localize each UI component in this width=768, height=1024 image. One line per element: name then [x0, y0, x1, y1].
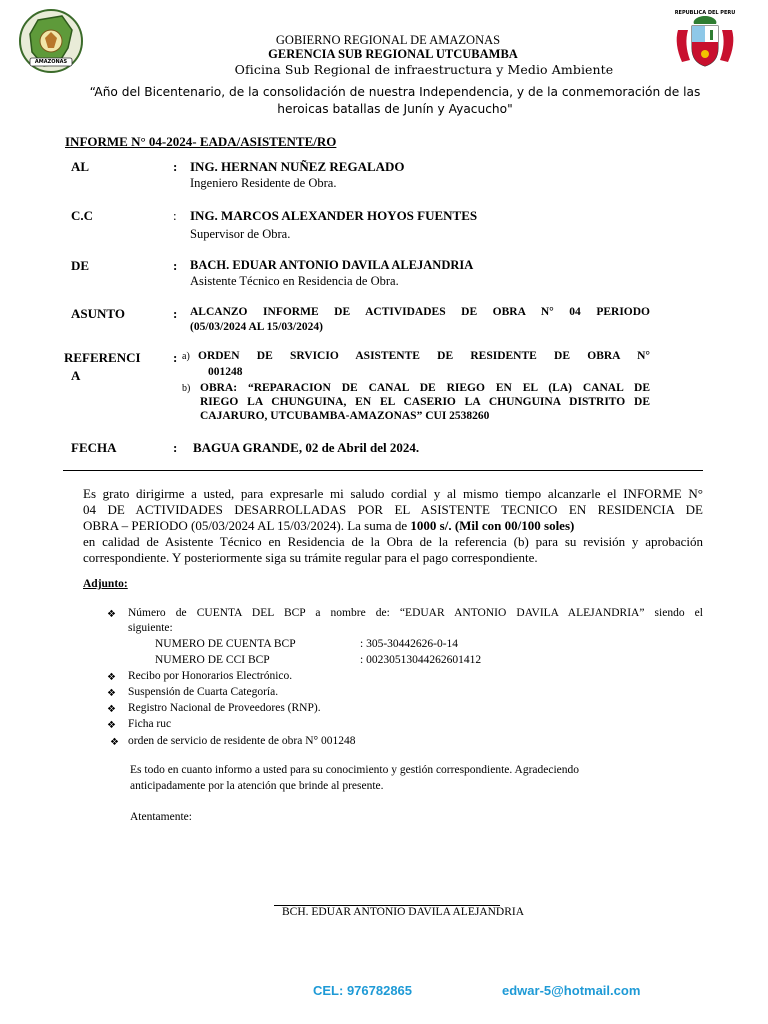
al-name: ING. HERNAN NUÑEZ REGALADO	[190, 159, 405, 174]
list-item: Registro Nacional de Proveedores (RNP).	[128, 702, 321, 714]
contact-phone: CEL: 976782865	[313, 983, 413, 998]
cci-value: : 00230513044262601412	[360, 654, 482, 666]
adjunto-title: Adjunto:	[83, 578, 128, 590]
bullet-icon: ❖	[110, 737, 119, 748]
referencia-a-line1: ORDEN DE SRVICIO ASISTENTE DE RESIDENTE DE OBRA N°	[198, 350, 650, 362]
body-paragraph	[83, 486, 703, 566]
closing-line2: anticipadamente por la atención que brinde al presente.	[130, 780, 384, 792]
de-colon: :	[173, 258, 178, 273]
referencia-a-line2: 001248	[208, 366, 243, 378]
closing-line1: Es todo en cuanto informo a usted para su conocimiento y gestión correspondiente. Agradeciendo	[130, 764, 580, 776]
referencia-b-line1: OBRA: “REPARACION DE CANAL DE RIEGO EN EL (LA) CANAL DE	[200, 382, 650, 394]
referencia-b-line3: CAJARURO, UTCUBAMBA-AMAZONAS” CUI 2538260	[200, 410, 490, 422]
list-item: Recibo por Honorarios Electrónico.	[128, 670, 293, 682]
bullet-icon: ❖	[107, 688, 116, 699]
list-item: Suspensión de Cuarta Categoría.	[128, 686, 279, 698]
body-line: en calidad de Asistente Técnico en Residencia de la Obra de la referencia (b) para su revisión y aprobación	[83, 534, 703, 549]
de-name: BACH. EDUAR ANTONIO DAVILA ALEJANDRIA	[190, 258, 474, 272]
referencia-label: REFERENCI	[64, 350, 141, 365]
body-text: OBRA – PERIODO (05/03/2024 AL 15/03/2024). La suma de	[83, 518, 411, 533]
header-office: Oficina Sub Regional de infraestructura y Medio Ambiente	[234, 62, 614, 77]
bullet-icon: ❖	[107, 609, 116, 620]
body-line: correspondiente. Y posteriormente siga su trámite regular para el pago correspondiente.	[83, 550, 538, 565]
body-line: Es grato dirigirme a usted, para expresarle mi saludo cordial y al mismo tiempo alcanzarle el INFORME N°	[83, 486, 703, 501]
de-role: Asistente Técnico en Residencia de Obra.	[190, 274, 399, 288]
referencia-b-marker: b)	[182, 383, 191, 394]
asunto-label: ASUNTO	[71, 306, 125, 321]
bullet-icon: ❖	[107, 720, 116, 731]
referencia-colon: :	[173, 350, 178, 365]
referencia-b-line2: RIEGO LA CHUNGUINA, EN EL CASERIO LA CHUNGUINA DISTRITO DE	[200, 396, 650, 408]
header-gerencia: GERENCIA SUB REGIONAL UTCUBAMBA	[268, 47, 518, 61]
header-government: GOBIERNO REGIONAL DE AMAZONAS	[275, 33, 501, 47]
body-line	[83, 518, 703, 534]
cc-colon: :	[173, 208, 177, 223]
fecha-colon: :	[173, 440, 178, 455]
logo-left-text: AMAZONAS	[34, 59, 68, 65]
fecha-value: BAGUA GRANDE, 02 de Abril del 2024.	[193, 440, 420, 455]
cc-role: Supervisor de Obra.	[190, 227, 291, 241]
year-motto: “Año del Bicentenario, de la consolidación de nuestra Independencia, y de la conmemoración de las heroicas batallas de Junín y Ayacucho"	[89, 85, 701, 116]
logo-right-text: REPUBLICA DEL PERU	[674, 10, 736, 16]
asunto-line2: (05/03/2024 AL 15/03/2024)	[190, 321, 323, 333]
bullet-icon: ❖	[107, 704, 116, 715]
al-label: AL	[71, 159, 90, 174]
asunto-colon: :	[173, 306, 178, 321]
section-divider	[63, 470, 703, 471]
signature-name: BCH. EDUAR ANTONIO DAVILA ALEJANDRIA	[282, 906, 525, 918]
body-line: 04 DE ACTIVIDADES DESARROLLADAS POR EL ASISTENTE TECNICO EN RESIDENCIA DE	[83, 502, 703, 517]
cuenta-intro: Número de CUENTA DEL BCP a nombre de: “EDUAR ANTONIO DAVILA ALEJANDRIA” siendo el	[128, 607, 703, 619]
amount-text: 1000 s/. (Mil con 00/100 soles)	[410, 518, 575, 533]
referencia-a-marker: a)	[182, 351, 190, 362]
fecha-label: FECHA	[71, 440, 117, 455]
de-label: DE	[71, 258, 90, 273]
list-item: orden de servicio de residente de obra N° 001248	[128, 735, 356, 747]
bullet-icon: ❖	[107, 672, 116, 683]
report-title: INFORME N° 04-2024- EADA/ASISTENTE/RO	[65, 134, 337, 149]
cuenta-label: NUMERO DE CUENTA BCP	[155, 638, 296, 650]
cc-name: ING. MARCOS ALEXANDER HOYOS FUENTES	[190, 208, 478, 223]
cc-label: C.C	[71, 208, 94, 223]
al-role: Ingeniero Residente de Obra.	[190, 176, 337, 190]
cuenta-value: : 305-30442626-0-14	[360, 638, 459, 650]
list-item: Ficha ruc	[128, 718, 172, 730]
cuenta-intro-cont: siguiente:	[128, 622, 173, 634]
asunto-line1: ALCANZO INFORME DE ACTIVIDADES DE OBRA N° 04 PERIODO	[190, 306, 650, 318]
cci-label: NUMERO DE CCI BCP	[155, 654, 270, 666]
atentamente: Atentamente:	[130, 811, 192, 823]
referencia-label-cont: A	[71, 368, 81, 383]
al-colon: :	[173, 159, 178, 174]
contact-email[interactable]: edwar-5@hotmail.com	[502, 983, 641, 998]
